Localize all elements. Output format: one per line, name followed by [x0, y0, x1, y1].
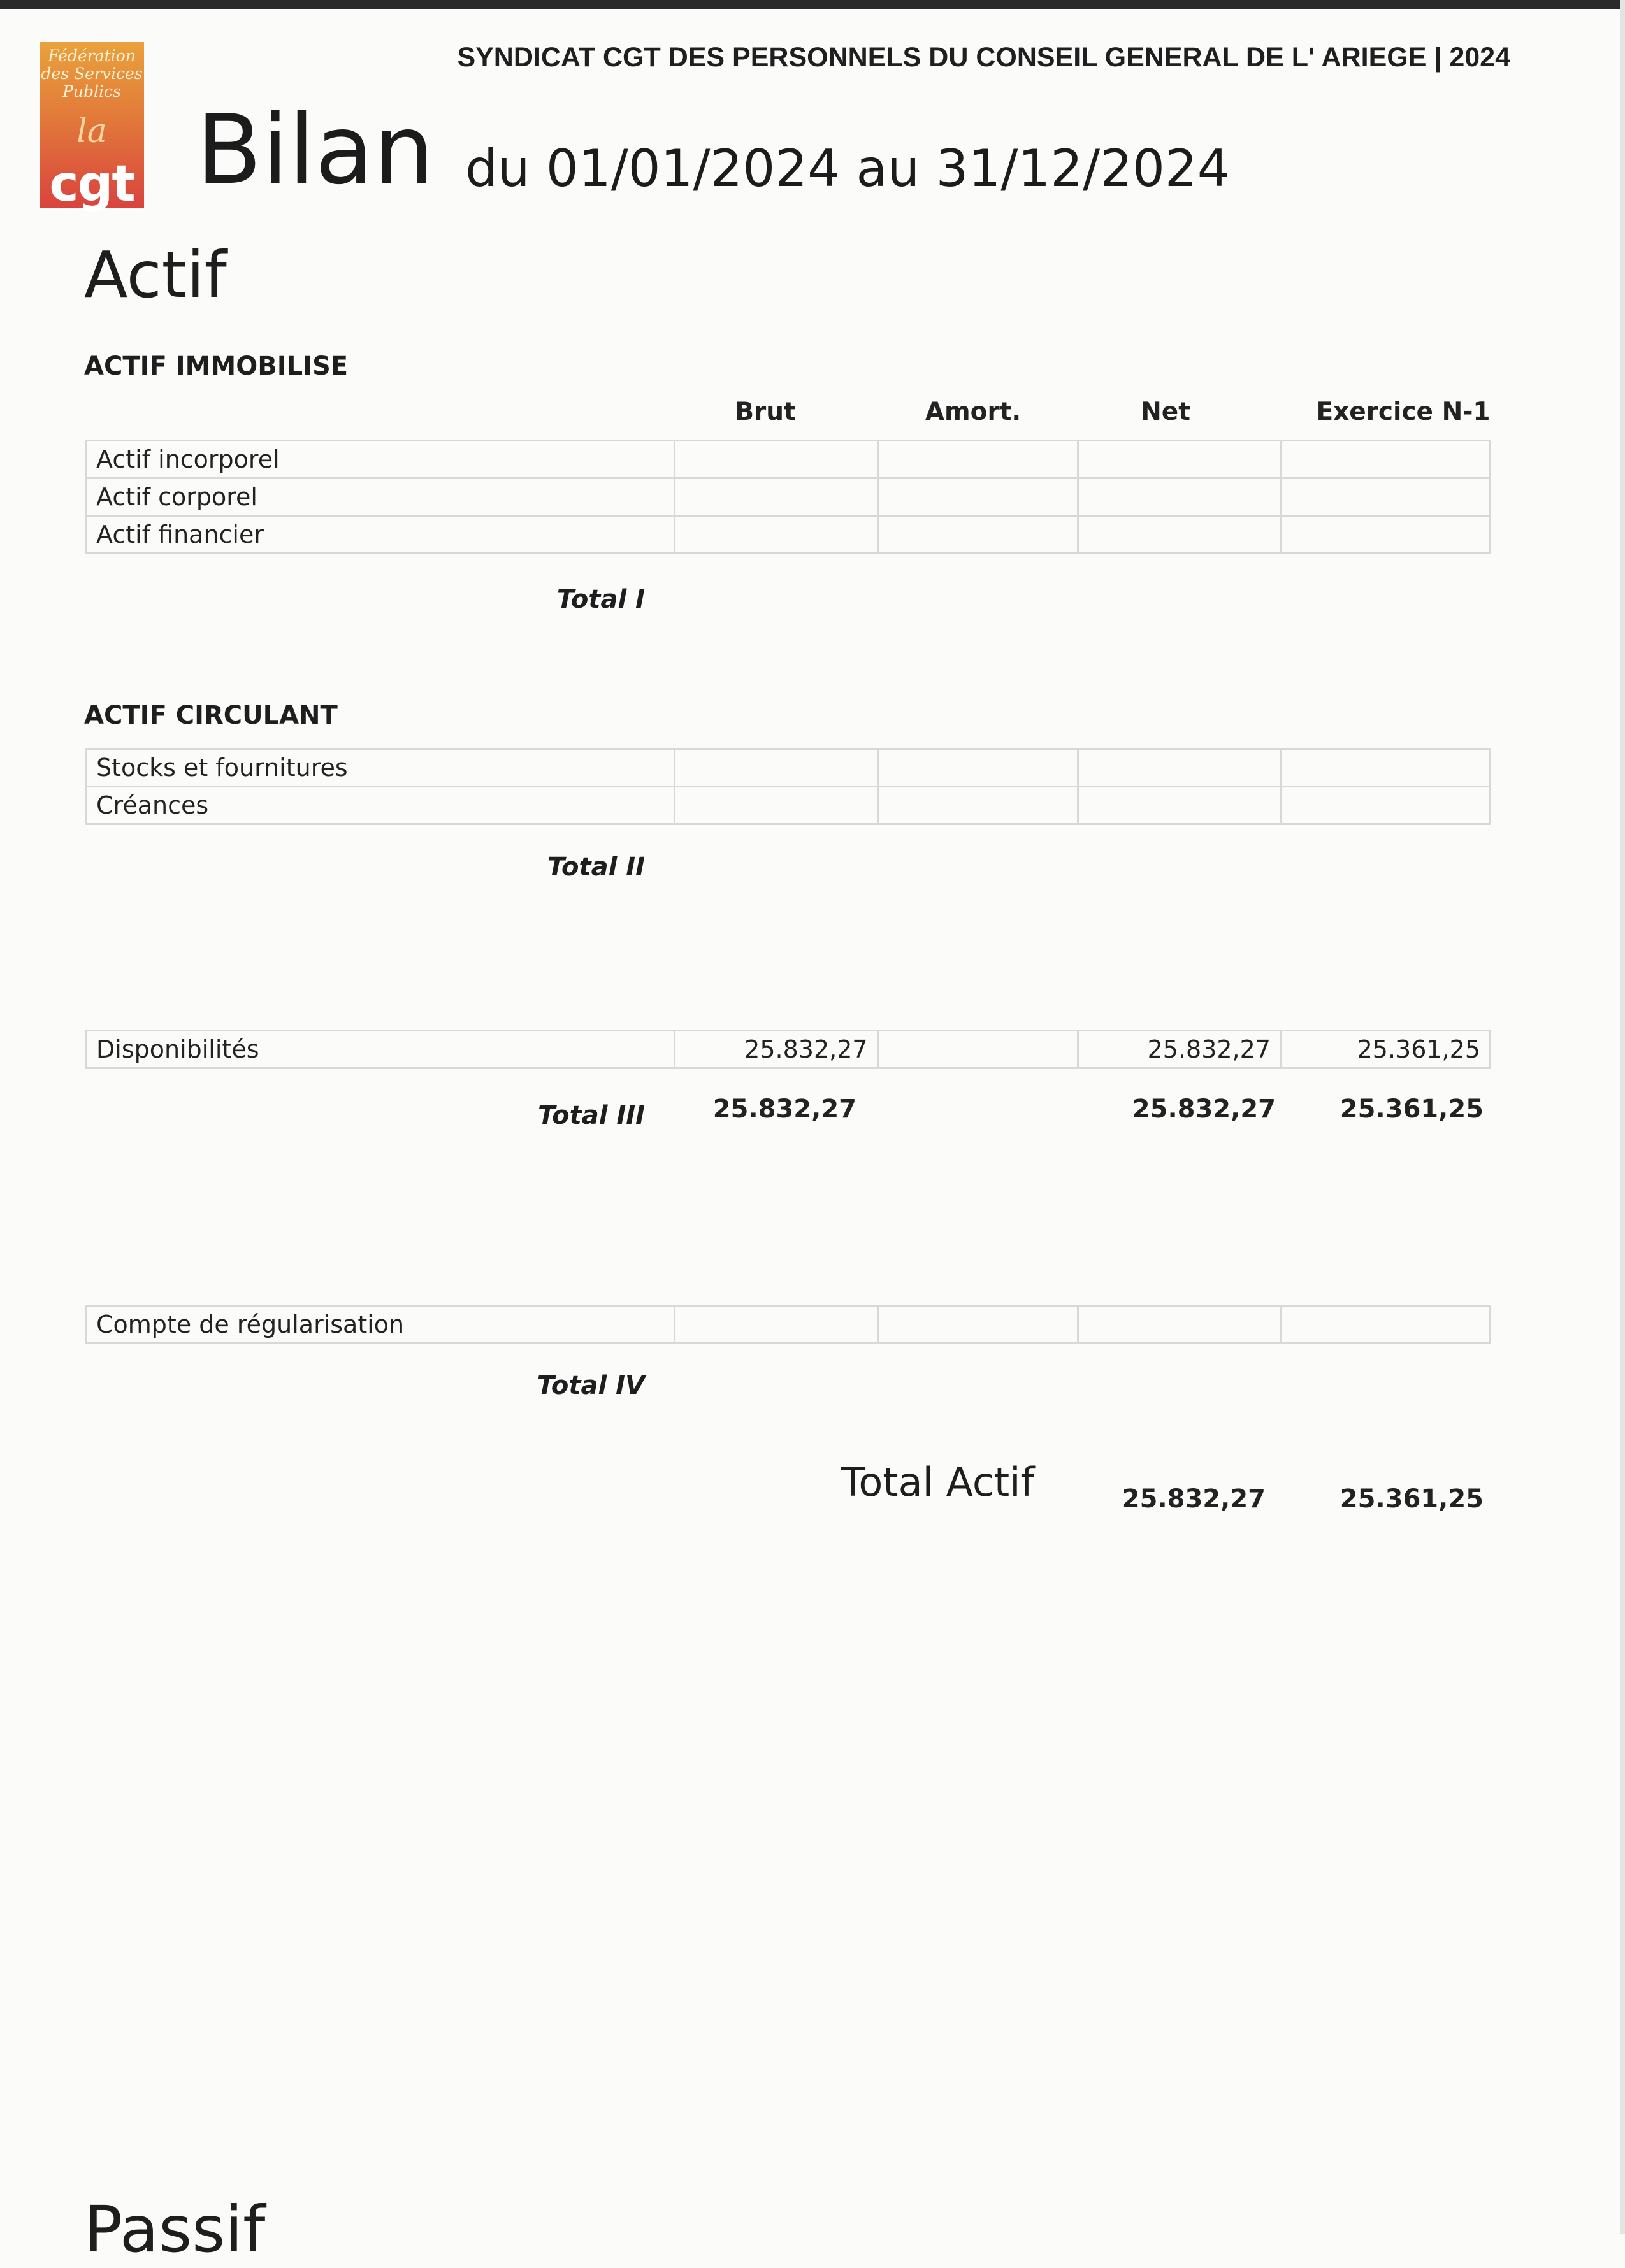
cell-brut: 25.832,27	[675, 1031, 877, 1068]
cell-amort	[877, 749, 1078, 787]
total-i-label: Total I	[556, 585, 645, 614]
scan-right-edge	[1620, 0, 1625, 2234]
organization-header: SYNDICAT CGT DES PERSONNELS DU CONSEIL GENERAL DE L' ARIEGE | 2024	[457, 42, 1510, 73]
row-label: Compte de régularisation	[87, 1306, 675, 1344]
total-iv-label: Total IV	[537, 1371, 645, 1400]
column-header-exercice-n1: Exercice N-1	[1316, 398, 1491, 426]
cell-n1	[1281, 1306, 1491, 1344]
table-row	[87, 1031, 1491, 1068]
cell-net	[1078, 787, 1280, 824]
cell-brut	[675, 1306, 877, 1344]
total-actif-net: 25.832,27	[1122, 1484, 1266, 1514]
cell-net	[1078, 478, 1280, 516]
column-header-brut: Brut	[735, 398, 796, 426]
column-header-net: Net	[1141, 398, 1190, 426]
cell-amort	[877, 441, 1078, 478]
column-header-amort: Amort.	[925, 398, 1022, 426]
table-actif-circulant	[85, 748, 1491, 825]
cell-net	[1078, 441, 1280, 478]
table-row	[87, 1306, 1491, 1344]
total-iii-net: 25.832,27	[1132, 1095, 1276, 1124]
cell-n1	[1281, 516, 1491, 554]
row-label: Stocks et fournitures	[87, 749, 675, 787]
table-disponibilites	[85, 1030, 1491, 1069]
cell-brut	[675, 749, 877, 787]
heading-actif-circulant: ACTIF CIRCULANT	[84, 701, 338, 730]
total-actif-label: Total Actif	[841, 1459, 1035, 1505]
total-actif-n1: 25.361,25	[1340, 1484, 1484, 1514]
total-iii-n1: 25.361,25	[1340, 1095, 1484, 1124]
row-label: Actif corporel	[87, 478, 675, 516]
logo-cgt-text: cgt	[49, 155, 134, 213]
row-label: Disponibilités	[87, 1031, 675, 1068]
row-label: Actif financier	[87, 516, 675, 554]
cell-n1	[1281, 441, 1491, 478]
cgt-logo	[40, 42, 144, 213]
table-regularisation	[85, 1305, 1491, 1344]
cell-amort	[877, 787, 1078, 824]
cell-net	[1078, 516, 1280, 554]
table-row	[87, 749, 1491, 787]
total-ii-label: Total II	[547, 852, 645, 882]
row-label: Créances	[87, 787, 675, 824]
cell-net: 25.832,27	[1078, 1031, 1280, 1068]
cell-n1	[1281, 478, 1491, 516]
page-title: Bilan	[196, 95, 435, 206]
cell-brut	[675, 516, 877, 554]
section-title-actif: Actif	[84, 238, 227, 312]
table-actif-immobilise	[85, 440, 1491, 554]
section-title-passif: Passif	[84, 2192, 266, 2267]
table-row	[87, 516, 1491, 554]
table-row	[87, 478, 1491, 516]
total-iii-label: Total III	[537, 1101, 645, 1130]
total-iii-brut: 25.832,27	[712, 1095, 856, 1124]
cell-amort	[877, 516, 1078, 554]
table-row	[87, 787, 1491, 824]
period: du 01/01/2024 au 31/12/2024	[465, 139, 1230, 198]
row-label: Actif incorporel	[87, 441, 675, 478]
cell-n1	[1281, 749, 1491, 787]
cell-n1	[1281, 787, 1491, 824]
logo-la-text: la	[76, 112, 107, 150]
cell-brut	[675, 787, 877, 824]
cell-amort	[877, 1031, 1078, 1068]
cell-net	[1078, 749, 1280, 787]
cell-amort	[877, 1306, 1078, 1344]
cell-amort	[877, 478, 1078, 516]
cell-n1: 25.361,25	[1281, 1031, 1491, 1068]
table-row	[87, 441, 1491, 478]
scan-top-border	[0, 0, 1625, 9]
cell-brut	[675, 441, 877, 478]
logo-federation-text: Fédération des Services Publics	[41, 47, 143, 101]
cell-net	[1078, 1306, 1280, 1344]
cell-brut	[675, 478, 877, 516]
heading-actif-immobilise: ACTIF IMMOBILISE	[84, 352, 349, 381]
